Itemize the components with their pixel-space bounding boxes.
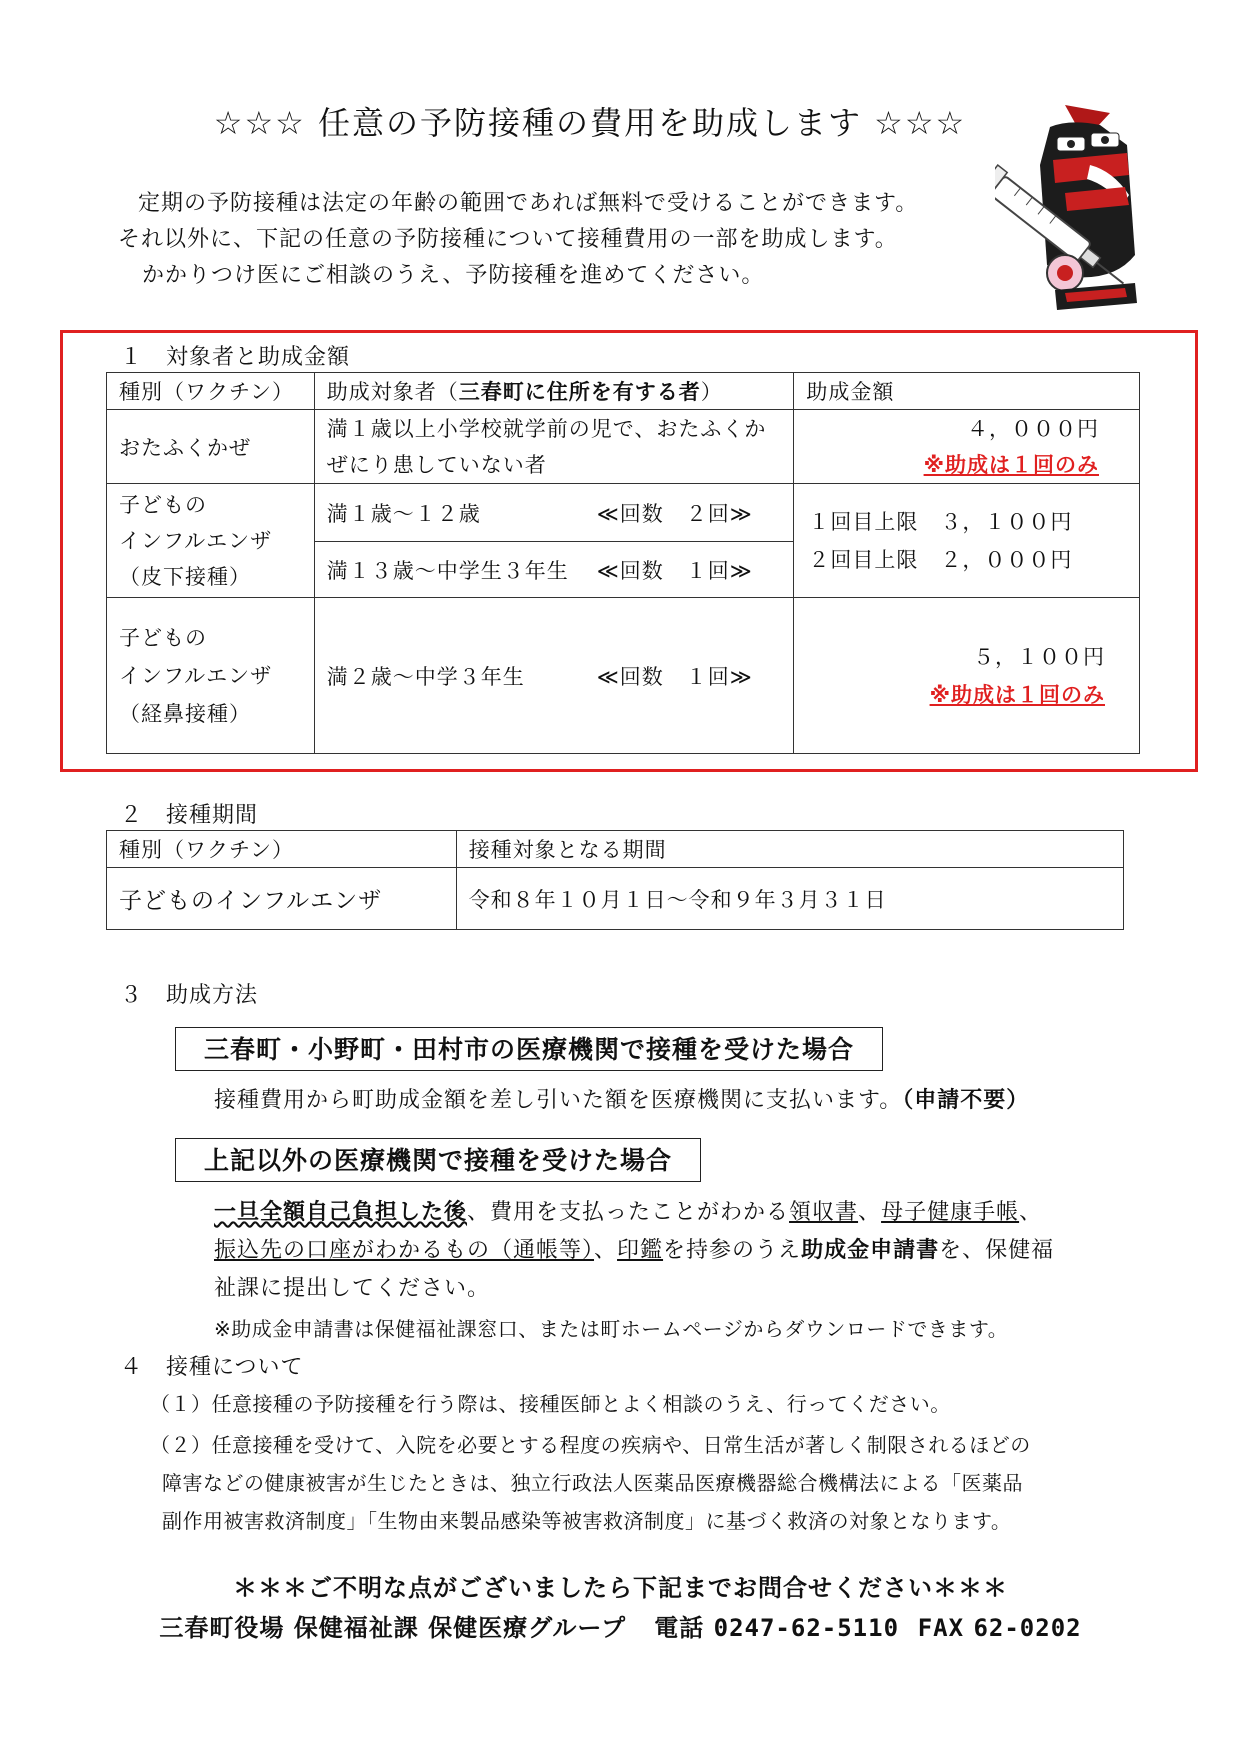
flu-sub-row2-age: 満１３歳～中学生３年生 bbox=[326, 558, 569, 583]
table-row bbox=[107, 598, 1140, 754]
header-target-prefix: 助成対象者（ bbox=[326, 380, 459, 404]
flu-nasal-note: ※助成は１回のみ bbox=[929, 682, 1105, 707]
case2-text-p5: 母子健康手帳 bbox=[881, 1200, 1020, 1225]
flu-nasal-type-line3: （経鼻接種） bbox=[119, 701, 251, 726]
period-row-period: 令和８年１０月１日～令和９年３月３１日 bbox=[456, 868, 1123, 930]
table-header-row bbox=[107, 373, 1140, 410]
flu-sub-row2-count: ≪回数 １回≫ bbox=[596, 558, 753, 583]
case2-text-p8: 、 bbox=[594, 1238, 618, 1263]
section2-heading: ２ 接種期間 bbox=[120, 803, 259, 828]
case1-title: 三春町・小野町・田村市の医療機関で接種を受けた場合 bbox=[175, 1027, 883, 1071]
flu-sub-type-line3: （皮下接種） bbox=[119, 564, 251, 589]
contact-office: 三春町役場 保健福祉課 保健医療グループ bbox=[159, 1614, 627, 1642]
section4-heading: ４ 接種について bbox=[120, 1355, 304, 1380]
table-header-row bbox=[107, 831, 1124, 868]
table-row bbox=[107, 868, 1124, 930]
otafuku-amount-cell bbox=[794, 410, 1140, 484]
flu-nasal-amount: ５，１００円 bbox=[973, 644, 1105, 669]
inquiry-banner: ＊＊＊ご不明な点がございましたら下記までお問合せください＊＊＊ bbox=[233, 1574, 1008, 1602]
period-table bbox=[106, 830, 1124, 930]
case2-note: ※助成金申請書は保健福祉課窓口、または町ホームページからダウンロードできます。 bbox=[214, 1317, 1009, 1341]
section1-heading: １ 対象者と助成金額 bbox=[120, 345, 351, 370]
period-header-type: 種別（ワクチン） bbox=[107, 831, 457, 868]
case2-text-p4: 、 bbox=[858, 1200, 882, 1225]
case1-text bbox=[214, 1082, 1029, 1120]
contact-tel-label: 電話 bbox=[654, 1614, 705, 1642]
section3-heading: ３ 助成方法 bbox=[120, 983, 259, 1008]
case2-text-p11: 助成金申請書 bbox=[801, 1238, 940, 1263]
case2-text-p12: を、保健福 bbox=[939, 1238, 1055, 1263]
flu-nasal-type-line1: 子どもの bbox=[119, 625, 207, 650]
header-target bbox=[314, 373, 794, 410]
case2-text-p1: 一旦全額自己負担した後 bbox=[214, 1200, 468, 1225]
flu-nasal-type bbox=[107, 598, 315, 754]
period-row-type: 子どものインフルエンザ bbox=[107, 868, 457, 930]
mascot-with-syringe-icon bbox=[995, 105, 1165, 315]
section4-item2-line2: 障害などの健康被害が生じたときは、独立行政法人医薬品医療機器総合機構法による「医薬品 bbox=[162, 1471, 1023, 1495]
period-header-period: 接種対象となる期間 bbox=[456, 831, 1123, 868]
flu-sub-row1-count: ≪回数 ２回≫ bbox=[596, 501, 753, 526]
case2-text-p7: 振込先の口座がわかるもの（通帳等） bbox=[214, 1238, 595, 1263]
flu-nasal-target bbox=[314, 598, 794, 754]
section4-item1: （１）任意接種の予防接種を行う際は、接種医師とよく相談のうえ、行ってください。 bbox=[150, 1392, 951, 1416]
contact-line bbox=[0, 1608, 1241, 1643]
intro-line-2: それ以外に、下記の任意の予防接種について接種費用の一部を助成します。 bbox=[118, 227, 898, 252]
flu-sub-amount-line1: １回目上限 ３，１００円 bbox=[808, 509, 1073, 534]
header-target-suffix: ） bbox=[700, 380, 723, 404]
header-target-bold: 三春町に住所を有する者 bbox=[458, 380, 701, 404]
case2-text-p2: 、費用を支払ったことがわかる bbox=[467, 1200, 790, 1225]
section4-item2-line1: （２）任意接種を受けて、入院を必要とする程度の疾病や、日常生活が著しく制限されるほどの bbox=[150, 1433, 1031, 1457]
contact-fax: 62-0202 bbox=[973, 1614, 1082, 1642]
flu-sub-type-line1: 子どもの bbox=[119, 492, 207, 517]
header-type: 種別（ワクチン） bbox=[107, 373, 315, 410]
intro-line-1: 定期の予防接種は法定の年齢の範囲であれば無料で受けることができます。 bbox=[138, 191, 919, 216]
flu-nasal-amount-cell bbox=[794, 598, 1140, 754]
section4-item2 bbox=[150, 1426, 1031, 1540]
flu-sub-row2-target bbox=[314, 542, 794, 598]
otafuku-target bbox=[314, 410, 794, 484]
case2-text-p3: 領収書 bbox=[789, 1200, 859, 1225]
flu-sub-row1-target bbox=[314, 484, 794, 542]
case2-title: 上記以外の医療機関で接種を受けた場合 bbox=[175, 1138, 701, 1182]
flu-sub-amount-line2: ２回目上限 ２，０００円 bbox=[808, 547, 1073, 572]
page-title: ☆☆☆ 任意の予防接種の費用を助成します ☆☆☆ bbox=[213, 104, 967, 142]
contact-fax-label: FAX bbox=[917, 1614, 965, 1642]
table-row bbox=[107, 410, 1140, 484]
case2-text-p6: 、 bbox=[1019, 1200, 1043, 1225]
table-row bbox=[107, 484, 1140, 542]
case2-text-p13: 祉課に提出してください。 bbox=[214, 1276, 491, 1301]
flu-nasal-age: 満２歳～中学３年生 bbox=[326, 664, 525, 689]
flu-sub-type bbox=[107, 484, 315, 598]
intro-line-3: かかりつけ医にご相談のうえ、予防接種を進めてください。 bbox=[142, 263, 765, 288]
otafuku-type bbox=[107, 410, 315, 484]
flu-sub-type-line2: インフルエンザ bbox=[119, 528, 273, 553]
otafuku-target-line2: ぜにり患していない者 bbox=[326, 452, 547, 477]
case2-text-p10: を持参のうえ bbox=[663, 1238, 802, 1263]
otafuku-type-label: おたふくかぜ bbox=[119, 435, 251, 460]
flu-nasal-count: ≪回数 １回≫ bbox=[596, 664, 753, 689]
section4-item2-line3: 副作用被害救済制度」「生物由来製品感染等被害救済制度」に基づく救済の対象となります。 bbox=[162, 1509, 1012, 1533]
otafuku-target-line1: 満１歳以上小学校就学前の児で、おたふくか bbox=[326, 416, 767, 441]
contact-tel: 0247-62-5110 bbox=[713, 1614, 900, 1642]
flu-nasal-type-line2: インフルエンザ bbox=[119, 663, 273, 688]
header-amount: 助成金額 bbox=[794, 373, 1140, 410]
flu-sub-row1-age: 満１歳～１２歳 bbox=[326, 501, 481, 526]
otafuku-amount: ４，０００円 bbox=[967, 416, 1099, 441]
case2-text-p9: 印鑑 bbox=[617, 1238, 664, 1263]
case1-text-bold: （申請不要） bbox=[902, 1088, 1030, 1113]
subsidy-amount-table bbox=[106, 372, 1140, 754]
case1-text-body: 接種費用から町助成金額を差し引いた額を医療機関に支払います。 bbox=[214, 1088, 903, 1113]
flu-sub-amount-cell bbox=[794, 484, 1140, 598]
case2-text bbox=[214, 1194, 1124, 1308]
otafuku-note: ※助成は１回のみ bbox=[923, 452, 1099, 477]
